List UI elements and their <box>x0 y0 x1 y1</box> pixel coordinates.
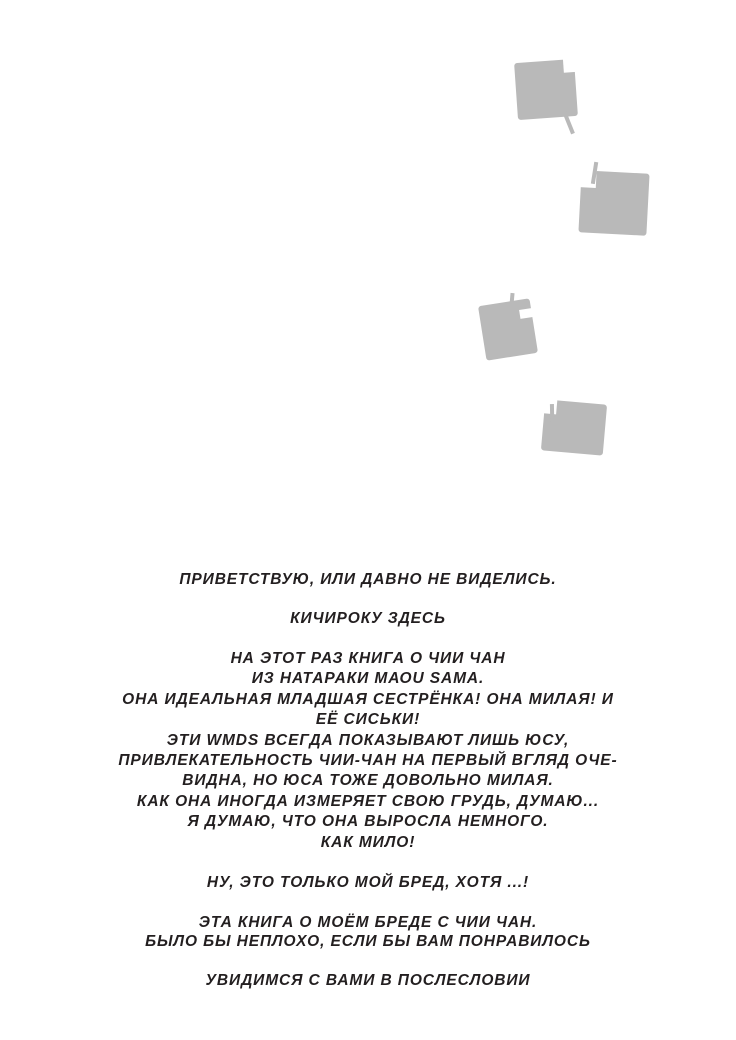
afterword-closing-line-1: ЭТА КНИГА О МОЁМ БРЕДЕ С ЧИИ ЧАН. <box>198 913 538 931</box>
afterword-body-paragraph <box>18 649 718 854</box>
afterword-body-line-3: ОНА ИДЕАЛЬНАЯ МЛАДШАЯ СЕСТРЁНКА! ОНА МИЛАЯ! И <box>122 690 614 708</box>
shape-notch <box>563 58 576 73</box>
afterword-farewell-line: УВИДИМСЯ С ВАМИ В ПОСЛЕСЛОВИИ <box>205 972 531 990</box>
afterword-body-line-5: ЭТИ WMDS ВСЕГДА ПОКАЗЫВАЮТ ЛИШЬ ЮСУ, <box>166 731 570 749</box>
shape-notch <box>542 397 557 414</box>
afterword-aside-paragraph <box>18 873 718 892</box>
afterword-greeting-paragraph <box>18 570 718 589</box>
shape-tail <box>562 110 575 135</box>
afterword-greeting-line: ПРИВЕТСТВУЮ, ИЛИ ДАВНО НЕ ВИДЕЛИСЬ. <box>179 571 557 588</box>
floating-paper-shape-3-icon <box>478 298 538 360</box>
afterword-closing-line-2: БЫЛО БЫ НЕПЛОХО, ЕСЛИ БЫ ВАМ ПОНРАВИЛОСЬ <box>145 933 591 951</box>
afterword-body-line-6: ПРИВЛЕКАТЕЛЬНОСТЬ ЧИИ-ЧАН НА ПЕРВЫЙ ВГЛЯД ОЧЕ- <box>118 752 618 770</box>
afterword-aside-line: НУ, ЭТО ТОЛЬКО МОЙ БРЕД, ХОТЯ ...! <box>206 874 530 892</box>
afterword-body-line-7: ВИДНА, НО ЮСА ТОЖЕ ДОВОЛЬНО МИЛАЯ. <box>182 772 554 790</box>
floating-paper-shape-4-icon <box>541 399 607 455</box>
afterword-body-line-2: ИЗ НАТАРАКИ МАОU SAMA. <box>251 670 485 688</box>
afterword-body-line-10: КАК МИЛО! <box>320 833 416 851</box>
afterword-body-line-9: Я ДУМАЮ, ЧТО ОНА ВЫРОСЛА НЕМНОГО. <box>187 813 549 831</box>
shape-tail <box>591 162 598 184</box>
shape-tail <box>550 404 554 424</box>
floating-paper-shape-2-icon <box>578 170 649 235</box>
afterword-text-block <box>0 556 736 991</box>
floating-paper-shape-1-icon <box>514 59 578 120</box>
afterword-closing-paragraph <box>18 913 718 952</box>
shape-notch <box>519 308 534 319</box>
afterword-body-line-8: КАК ОНА ИНОГДА ИЗМЕРЯЕТ СВОЮ ГРУДЬ, ДУМАЮ... <box>136 792 600 810</box>
afterword-body-line-4: ЕЁ СИСЬКИ! <box>315 711 421 729</box>
afterword-signature-paragraph <box>18 609 718 628</box>
shape-tail <box>509 293 515 311</box>
afterword-signature-line: КИЧИРОКУ ЗДЕСЬ <box>290 610 446 628</box>
afterword-farewell-paragraph <box>18 971 718 990</box>
shape-notch <box>580 169 597 188</box>
afterword-body-line-1: НА ЭТОТ РАЗ КНИГА О ЧИИ ЧАН <box>230 649 506 667</box>
